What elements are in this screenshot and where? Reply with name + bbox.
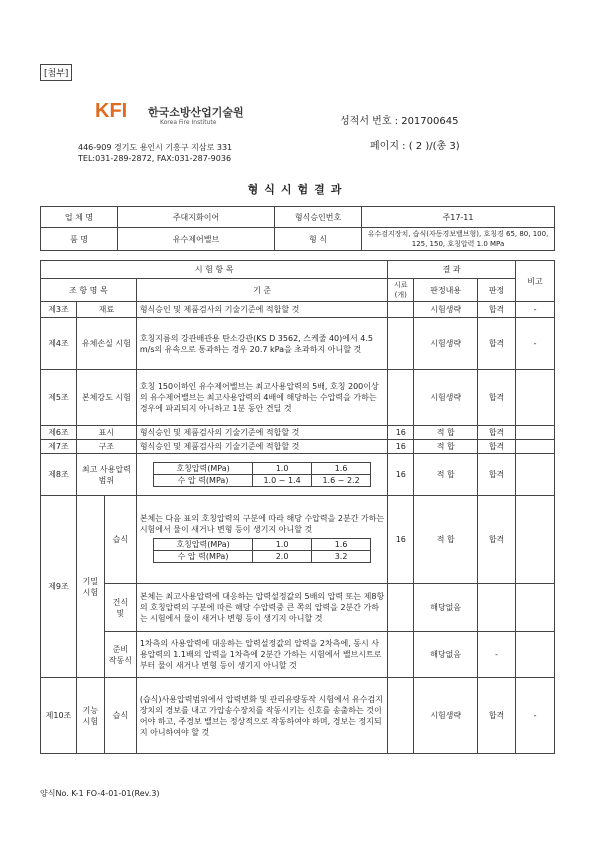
table-row: 제3조 재료 형식승인 및 제품검사의 기술기준에 적합할 것 시험생략 합격 - <box>41 302 555 318</box>
table-row: 제8조 최고 사용압력 범위 호칭압력(MPa) 1.0 1.6 수 압 력(MPa) 1.0 ~ 1.4 1.6 ~ 2.2 16 적 합 합격 <box>41 454 555 496</box>
form-number: 양식No. K-1 FO-4-01-01(Rev.3) <box>40 789 160 798</box>
product-label: 품 명 <box>41 228 118 251</box>
header-table <box>40 206 555 251</box>
org-name: 한국소방산업기술원 <box>148 106 244 119</box>
remark-header: 비고 <box>516 261 555 302</box>
judge-detail-header: 판정내용 <box>414 279 478 302</box>
table-row: 제6조 표시 형식승인 및 제품검사의 기술기준에 적합할 것 16 적 합 합격 <box>41 426 555 440</box>
page-number: 페이지 : ( 2 )/(총 3) <box>370 141 460 152</box>
company-label: 업 체 명 <box>41 207 118 228</box>
table-row: 제5조 본체강도 시험 호칭 150이하인 유수제어밸브는 최고사용압력의 5배, 호칭 200이상의 유수제어밸브는 최고사용압력의 4배에 해당하는 수압력을 가하는 경우에 파괴되지 아니하고 1분 동안 견딜 것 시험생략 합격 <box>41 370 555 426</box>
product-value: 유수제어밸브 <box>118 228 275 251</box>
certificate-number: 성적서 번호 : 201700645 <box>340 116 459 127</box>
approval-no-value: 주17-11 <box>362 207 555 228</box>
results-table <box>40 260 555 754</box>
airtight-pressure-table: 호칭압력(MPa) 1.0 1.6 수 압 력(MPa) 2.0 3.2 <box>153 538 371 563</box>
table-row: 건식 및 본체는 최고사용압력에 대응하는 압력설정값의 5배의 압력 또는 제8항의 호칭압력의 구분에 따른 해당 수압력중 큰 쪽의 압력을 2분간 가하는 시험에서 물이 새거나 변형 등이 생기지 아니할 것 해당없음 <box>41 584 555 632</box>
type-label: 형 식 <box>275 228 362 251</box>
table-row: 준비 작동식 1차측의 사용압력에 대응하는 압력설정값의 압력을 2차측에, 동시 사용압력의 1.1배의 압력을 1차측에 2분간 가하는 시험에서 밸브시트로부터 물이 새거나 변형 등이 생기지 아니할 것 해당없음 - <box>41 632 555 678</box>
items-header: 시 험 항 목 <box>41 261 388 279</box>
company-value: 주대지화이어 <box>118 207 275 228</box>
phone-line: TEL:031-289-2872, FAX:031-287-9036 <box>78 154 232 163</box>
logo-text: KFI <box>95 100 128 122</box>
document-title: 형식시험결과 <box>247 183 348 196</box>
pressure-range-table: 호칭압력(MPa) 1.0 1.6 수 압 력(MPa) 1.0 ~ 1.4 1.6 ~ 2.2 <box>153 462 371 487</box>
judge-header: 판정 <box>478 279 516 302</box>
table-row: 제9조 기밀시험 습식 본체는 다음 표의 호칭압력의 구분에 따라 해당 수압력을 2분간 가하는 시험에서 물이 새거나 변형 등이 생기지 아니할 것 호칭압력(MPa) 1.0 1.6 수 압 력(MPa) 2.0 3.2 16 적 합 합격 <box>41 496 555 584</box>
table-row: 제7조 구조 형식승인 및 제품검사의 기술기준에 적합할 것 16 적 합 합격 <box>41 440 555 454</box>
approval-no-label: 형식승인번호 <box>275 207 362 228</box>
org-name-english: Korea Fire Institute <box>160 119 217 126</box>
table-row: 제4조 유체손실 시험 호칭지름의 강관배관용 탄소강관(KS D 3562, 스케줄 40)에서 4.5 m/s의 유속으로 통과하는 경우 20.7 kPa을 초과하지 아니할 것 시험생략 합격 - <box>41 318 555 370</box>
attachment-tag: [첨부] <box>40 64 72 81</box>
sample-header: 시료 (개) <box>388 279 414 302</box>
kfi-logo <box>95 100 145 134</box>
clause-header: 조 항 명 목 <box>41 279 137 302</box>
address-block <box>78 142 232 164</box>
criteria-header: 기 준 <box>136 279 387 302</box>
result-header: 결 과 <box>388 261 516 279</box>
table-row: 제10조 기능시험 습식 (습식)사용압력범위에서 압력변화 및 관리유량동작 시험에서 유수검지장치의 경보를 내고 가압송수장치를 작동시키는 신호를 송출하는 것이어야 하고, 주경보 밸브는 정상적으로 작동하여야 하며, 경보는 정지되지 아니하여야 할 것 시험생략 합격 - <box>41 678 555 754</box>
type-value: 유수검지장치, 습식(자동경보밸브형), 호칭경 65, 80, 100, 125, 150, 호칭압력 1.0 MPa <box>362 228 555 251</box>
address-line: 446-909 경기도 용인시 기흥구 지삼로 331 <box>78 143 233 152</box>
